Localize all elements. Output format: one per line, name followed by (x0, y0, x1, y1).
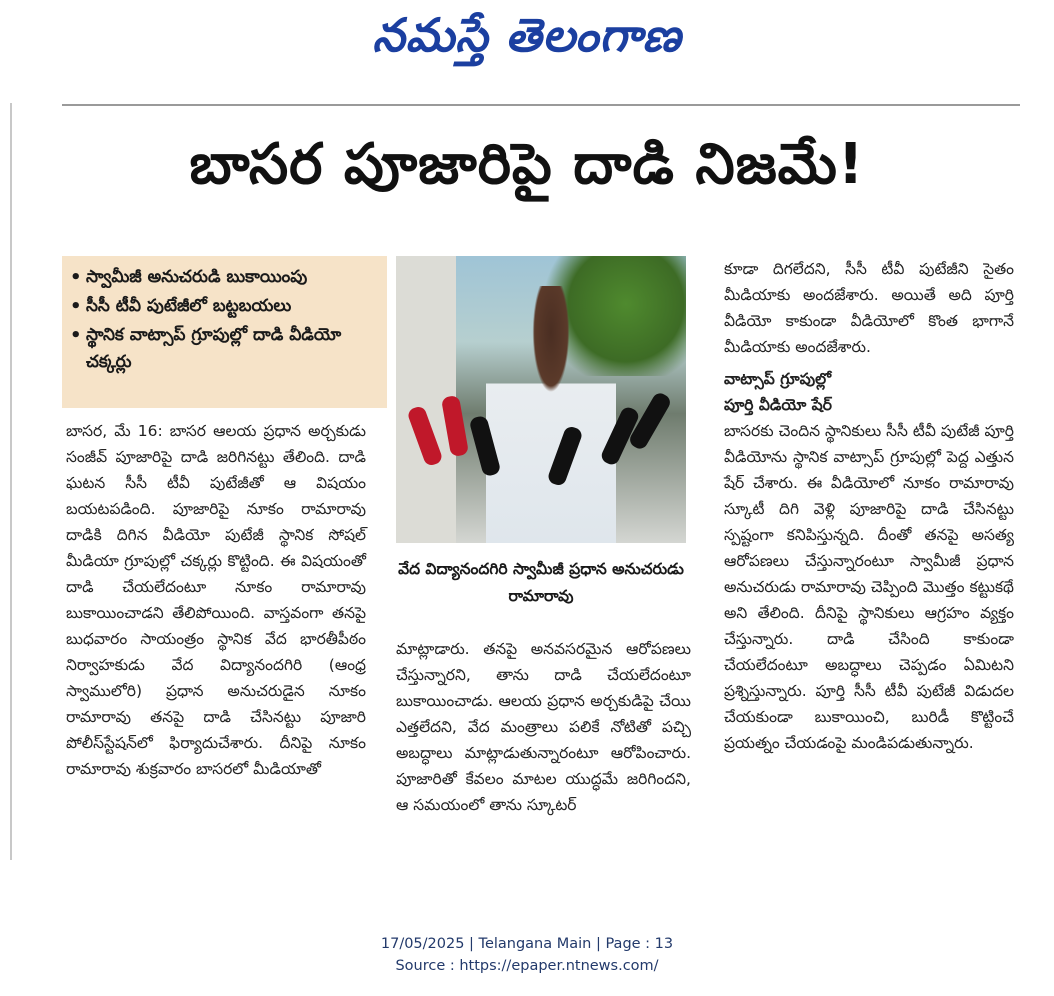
body-paragraph: మాట్లాడారు. తనపై అనవసరమైన ఆరోపణలు చేస్తున్నారని, తాను దాడి చేయలేదంటూ బుకాయించాడు. ఆలయ ప్రధాన అర్చకుడిపై చేయి ఎత్తలేదని, వేద మంత్రాలు పలికే నోటితో పచ్చి అబద్ధాలు మాట్లాడుతున్నారంటూ ఆరోపించారు. పూజారితో కేవలం మాటల యుద్ధమే జరిగిందని, ఆ సమయంలో తాను స్కూటర్ (396, 640, 691, 814)
article-headline: బాసర పూజారిపై దాడి నిజమే! (189, 132, 865, 197)
highlight-text: స్థానిక వాట్సాప్ గ్రూపుల్లో దాడి వీడియో చక్కర్లు (86, 325, 342, 372)
bullet-icon: • (70, 267, 82, 288)
newspaper-masthead: నమస్తే తెలంగాణ (372, 8, 682, 62)
bullet-icon: • (70, 325, 82, 346)
highlight-text: స్వామీజీ అనుచరుడి బుకాయింపు (86, 267, 308, 287)
news-photo (396, 256, 686, 543)
article-column-3 (724, 256, 1014, 756)
photo-speaker (486, 286, 616, 543)
photo-caption: వేద విద్యానందగిరి స్వామీజీ ప్రధాన అనుచరుడు రామారావు (398, 560, 684, 605)
article-column-2 (396, 636, 691, 818)
article-column-1 (66, 418, 366, 782)
highlights-box (62, 256, 387, 408)
left-margin-rule (10, 103, 12, 860)
footer-source-line: Source : https://epaper.ntnews.com/ (395, 958, 659, 974)
section-subhead: వాట్సాప్ గ్రూపుల్లో (724, 370, 832, 388)
highlight-item (70, 322, 379, 376)
bullet-icon: • (70, 296, 82, 317)
section-subhead: పూర్తి వీడియో షేర్ (724, 396, 832, 414)
body-paragraph: బాసరకు చెందిన స్థానికులు సీసీ టీవీ పుటేజీ పూర్తి వీడియోను స్థానిక వాట్సాప్ గ్రూపుల్లో పెద్ద ఎత్తున షేర్ చేశారు. ఈ వీడియోలో నూకం రామారావు స్కూటీ దిగి వెళ్లి పూజారిపై దాడి చేసినట్టు స్పష్టంగా కనిపిస్తున్నది. దీంతో తనపై అసత్య ఆరోపణలు చేస్తున్నారంటూ స్వామీజీ ప్రధాన అనుచరుడు రామారావు చెప్పింది మొత్తం కట్టుకథే అని తేలింది. దీనిపై స్థానికులు ఆగ్రహం వ్యక్తం చేస్తున్నారు. దాడి చేసింది కాకుండా చేయలేదంటూ అబద్ధాలు చెప్పడం ఏమిటని ప్రశ్నిస్తున్నారు. పూర్తి సీసీ టీవీ పుటేజీ విడుదల చేయకుండా బుకాయించి, బురిడీ కొట్టించే ప్రయత్నం చేయడంపై మండిపడుతున్నారు. (724, 422, 1014, 752)
page-footer (0, 933, 1054, 977)
footer-date-line: 17/05/2025 | Telangana Main | Page : 13 (380, 936, 674, 952)
highlight-item (70, 264, 379, 291)
body-paragraph: బాసర, మే 16: బాసర ఆలయ ప్రధాన అర్చకుడు సంజీవ్ పూజారిపై దాడి జరిగినట్టు తేలింది. దాడి ఘటన సీసీ టీవీ పుటేజీతో ఆ విషయం బయటపడింది. పూజారిపై నూకం రామారావు దాడికి దిగిన వీడియో పుటేజీ స్థానిక సోషల్ మీడియా గ్రూపుల్లో చక్కర్లు కొట్టింది. ఈ విషయంతో దాడి చేయలేదంటూ నూకం రామారావు బుకాయించాడని తేలిపోయింది. వాస్తవంగా తనపై బుధవారం సాయంత్రం స్థానిక వేద భారతీపీఠం నిర్వాహకుడు వేద విద్యానందగిరి (ఆంధ్ర స్వాములోరి) ప్రధాన అనుచరుడైన నూకం రామారావు తనపై దాడి చేసినట్టు పూజారి పోలీస్‌స్టేషన్‌లో ఫిర్యాదుచేశారు. దీనిపై నూకం రామారావు శుక్రవారం బాసరలో మీడియాతో (66, 422, 366, 778)
body-paragraph: కూడా దిగలేదని, సీసీ టీవీ పుటేజీని సైతం మీడియాకు అందజేశారు. అయితే అది పూర్తి వీడియో కాకుండా వీడియోలో కొంత భాగానే మీడియాకు అందజేశారు. (724, 260, 1014, 356)
highlight-item (70, 293, 379, 320)
masthead-divider (62, 104, 1020, 106)
highlight-text: సీసీ టీవీ పుటేజీలో బట్టబయలు (86, 296, 292, 316)
